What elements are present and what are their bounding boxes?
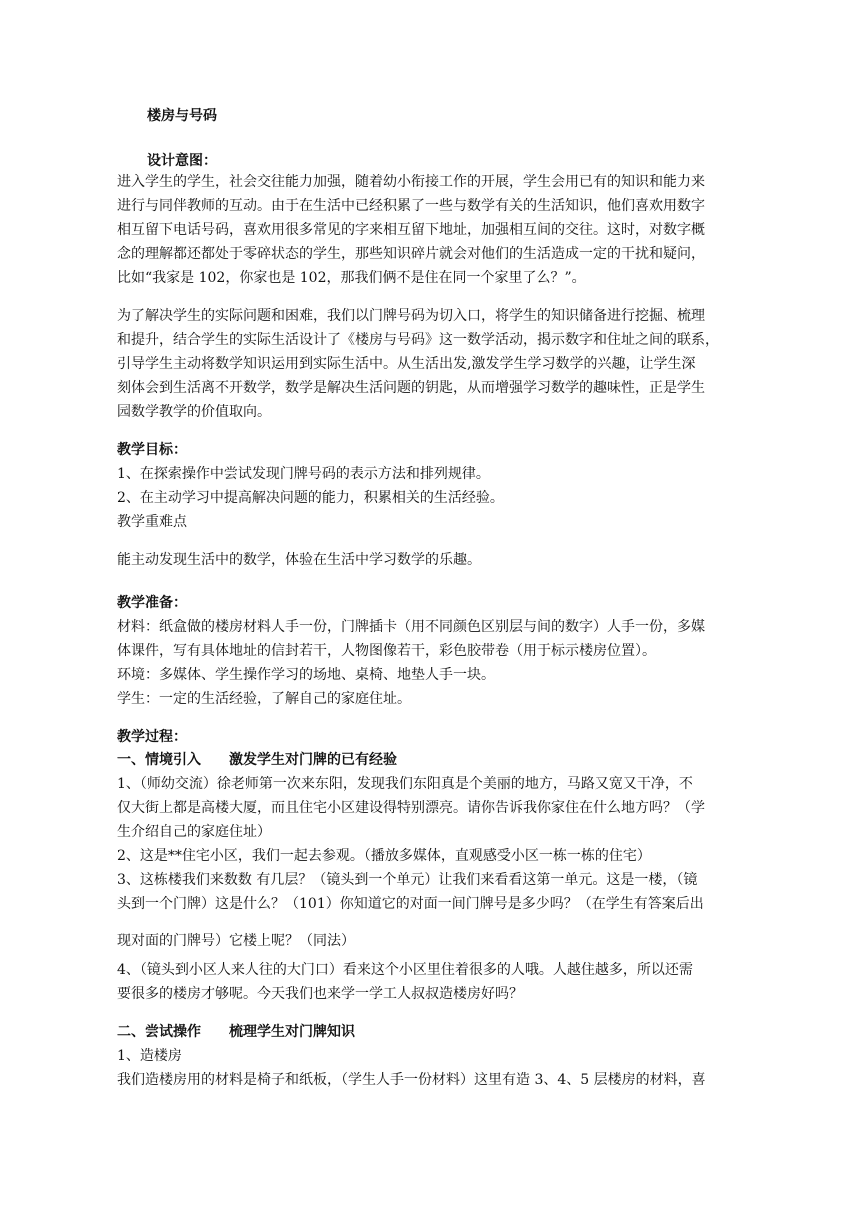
paragraph-line: 进入学生的学生，社会交往能力加强，随着幼小衔接工作的开展，学生会用已有的知识和能力来 [117,174,705,190]
prep-line: 体课件，写有具体地址的信封若干，人物图像若干，彩色胶带卷（用于标示楼房位置）。 [117,643,656,659]
section1-line: 3、这栋楼我们来数数 有几层？（镜头到一个单元）让我们来看看这第一单元。这是一楼，（镜 [117,872,698,888]
paragraph-line: 为了解决学生的实际问题和困难，我们以门牌号码为切入口，将学生的知识储备进行挖掘、梳理 [117,308,705,324]
section2-line: 我们造楼房用的材料是椅子和纸板，（学生人手一份材料）这里有造 3、4、5 层楼房的材料，喜 [117,1072,706,1088]
paragraph-line: 相互留下电话号码，喜欢用很多常见的字来相互留下地址，加强相互间的交往。这时，对数字概 [117,222,705,238]
paragraph-line: 和提升，结合学生的实际生活设计了《楼房与号码》这一数学活动，揭示数字和住址之间的联系， [117,332,719,348]
section1-line: 仅大街上都是高楼大厦，而且住宅小区建设得特别漂亮。请你告诉我你家住在什么地方吗？（学 [117,800,705,816]
process-heading: 教学过程： [117,729,187,745]
section1-line: 2、这是**住宅小区，我们一起去参观。（播放多媒体，直观感受小区一栋一栋的住宅） [117,848,651,864]
section1-line: 要很多的楼房才够呢。今天我们也来学一学工人叔叔造楼房好吗？ [117,986,523,1002]
section1-line: 现对面的门牌号）它楼上呢？（同法） [117,933,355,949]
section2-line: 1、造楼房 [117,1048,182,1064]
design-heading: 设计意图： [147,153,217,169]
goal-item: 1、在探索操作中尝试发现门牌号码的表示方法和排列规律。 [117,466,490,482]
section1-line: 1、（师幼交流）徐老师第一次来东阳，发现我们东阳真是个美丽的地方，马路又宽又干净，不 [117,776,693,792]
doc-title: 楼房与号码 [147,108,217,124]
section1-line: 生介绍自己的家庭住址） [117,824,271,840]
prep-line: 材料：纸盒做的楼房材料人手一份，门牌插卡（用不同颜色区别层与间的数字）人手一份，多媒 [117,619,705,635]
section1-line: 头到一个门牌）这是什么？（101）你知道它的对面一间门牌号是多少吗？（在学生有答案后出 [117,896,704,912]
section1-heading: 一、情境引入 激发学生对门牌的已有经验 [117,752,397,768]
goal-item: 2、在主动学习中提高解决问题的能力，积累相关的生活经验。 [117,490,504,506]
prep-line: 环境：多媒体、学生操作学习的场地、桌椅、地垫人手一块。 [117,667,495,683]
key-text: 能主动发现生活中的数学，体验在生活中学习数学的乐趣。 [117,552,481,568]
section2-heading: 二、尝试操作 梳理学生对门牌知识 [117,1024,355,1040]
prep-line: 学生：一定的生活经验，了解自己的家庭住址。 [117,691,411,707]
goals-heading: 教学目标： [117,442,187,458]
key-heading: 教学重难点 [117,514,187,530]
paragraph-line: 比如“我家是 102，你家也是 102，那我们俩不是住在同一个家里了么？”。 [117,270,586,286]
paragraph-line: 园数学教学的价值取向。 [117,404,271,420]
paragraph-line: 进行与同伴教师的互动。由于在生活中已经积累了一些与数学有关的生活知识，他们喜欢用数字 [117,198,705,214]
paragraph-line: 刻体会到生活离不开数学，数学是解决生活问题的钥匙，从而增强学习数学的趣味性，正是学生 [117,380,705,396]
paragraph-line: 念的理解都还都处于零碎状态的学生，那些知识碎片就会对他们的生活造成一定的干扰和疑问， [117,246,705,262]
paragraph-line: 引导学生主动将数学知识运用到实际生活中。从生活出发,激发学生学习数学的兴趣，让学生深 [117,356,696,372]
prep-heading: 教学准备： [117,595,187,611]
section1-line: 4、（镜头到小区人来人往的大门口）看来这个小区里住着很多的人哦。人越住越多，所以还需 [117,962,693,978]
